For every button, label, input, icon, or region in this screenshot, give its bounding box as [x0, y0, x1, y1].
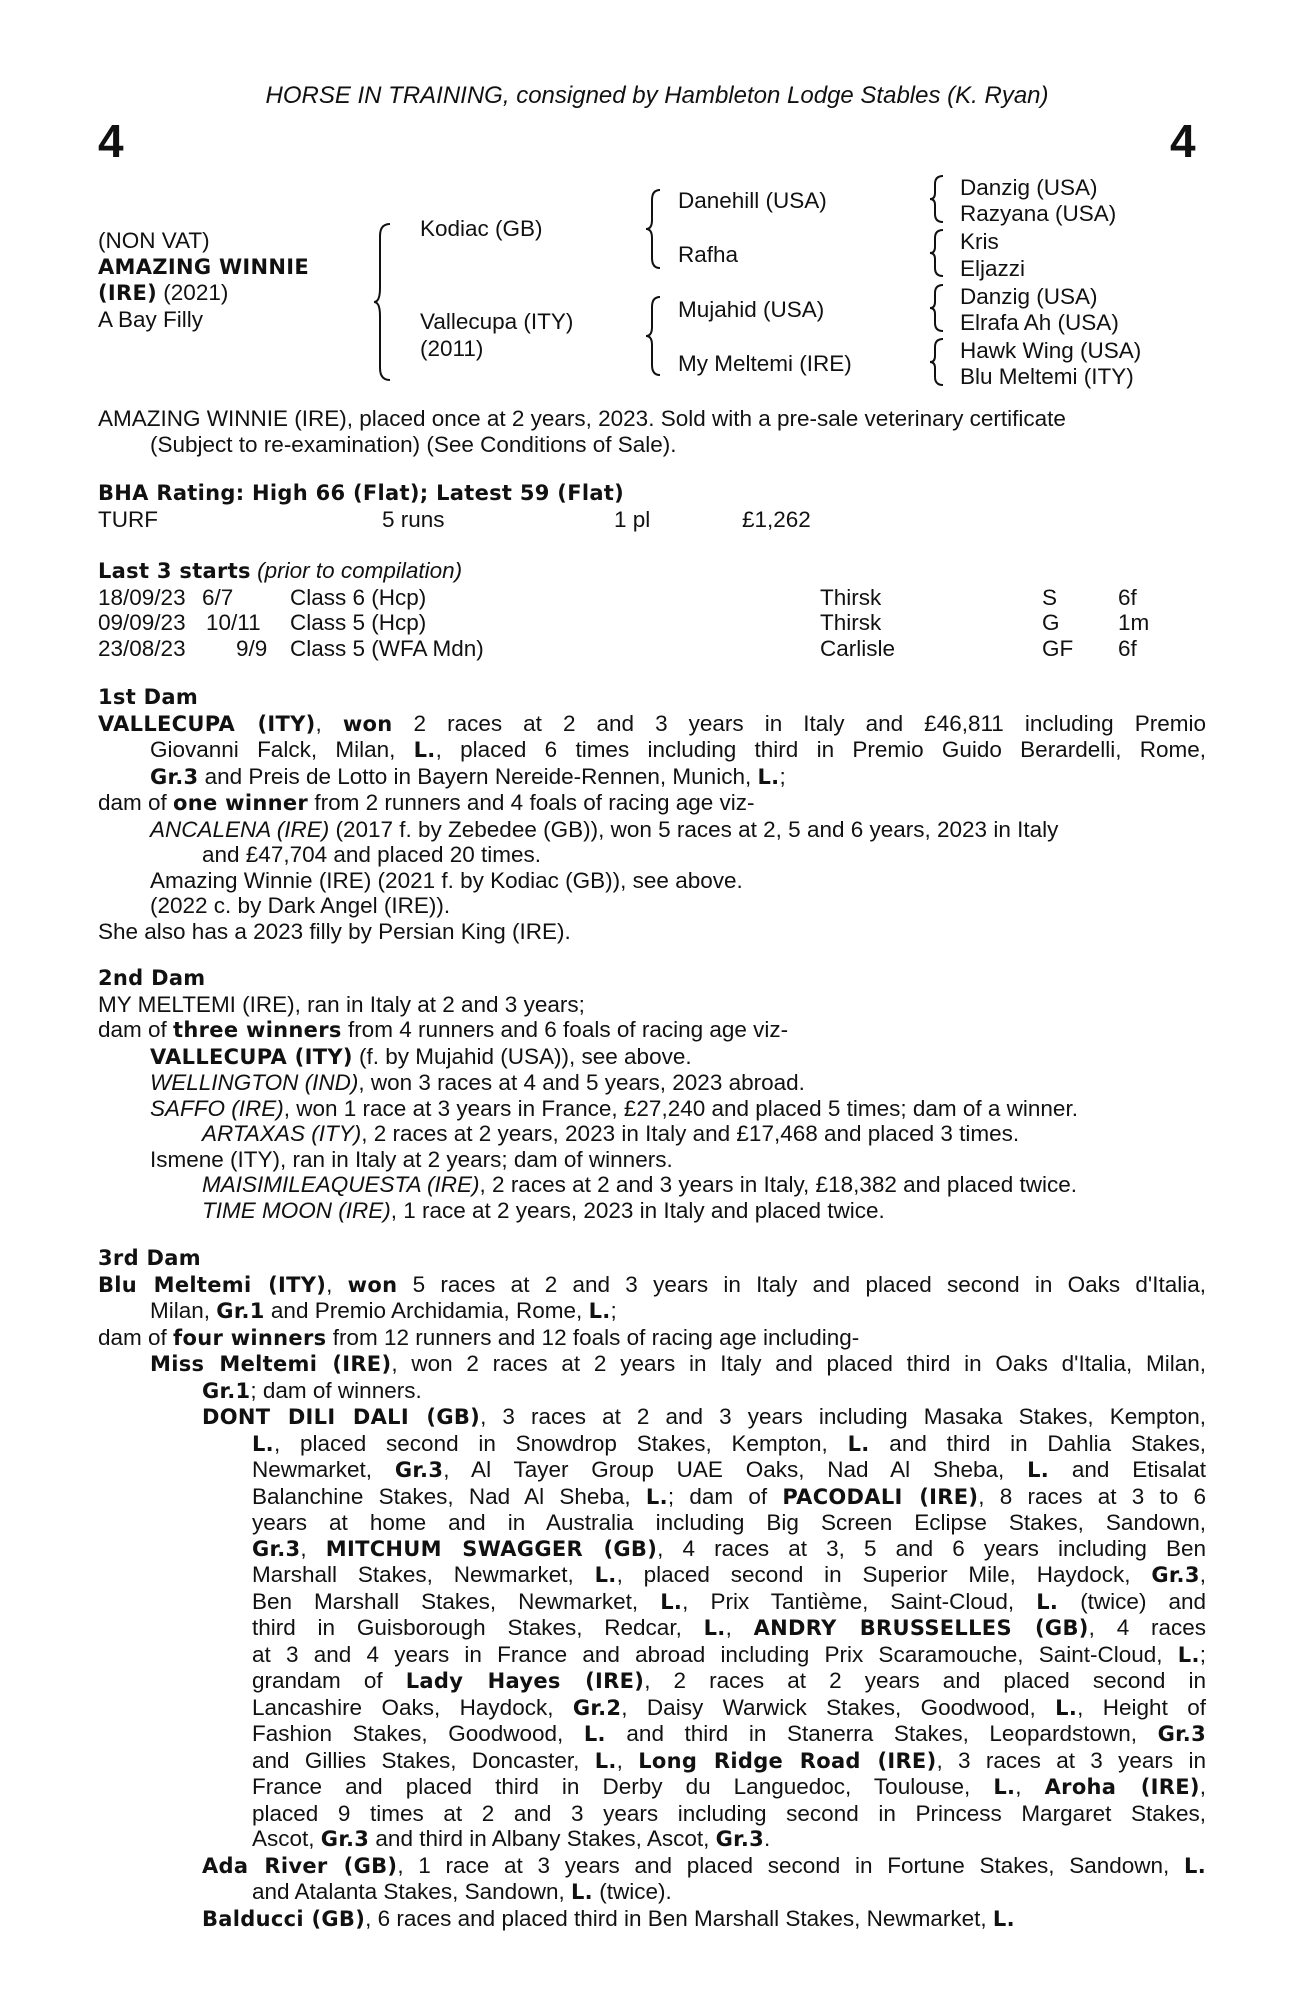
dam-line: third in Guisborough Stakes, Redcar, L., ANDRY BRUSSELLES (GB), 4 races [252, 1615, 1207, 1640]
dam-line: Gr.3, MITCHUM SWAGGER (GB), 4 races at 3, 5 and 6 years including Ben [252, 1535, 1206, 1561]
dam-line: Balanchine Stakes, Nad Al Sheba, L.; dam of PACODALI (IRE), 8 races at 3 to 6 [252, 1483, 1207, 1509]
pedigree-brace-sire [644, 188, 664, 270]
vat-status: (NON VAT) [98, 228, 210, 253]
horse-identity [98, 228, 309, 332]
dam-line: Marshall Stakes, Newmarket, L., placed second in Superior Mile, Haydock, Gr.3, [252, 1562, 1207, 1587]
dam-line: years at home and in Australia including Big Screen Eclipse Stakes, Sandown, [252, 1510, 1206, 1535]
start-date: 09/09/23 [98, 610, 186, 635]
start-going: GF [1042, 635, 1074, 661]
dam-line: SAFFO (IRE), won 1 race at 3 years in France, £27,240 and placed 5 times; dam of a winner. [150, 1095, 1078, 1121]
second-dam-section [98, 966, 1206, 1223]
dam-line: Gr.1; dam of winners. [202, 1377, 422, 1403]
start-course: Carlisle [820, 635, 896, 661]
pedigree-sire-sire: Danehill (USA) [678, 188, 827, 213]
dam-line: (2022 c. by Dark Angel (IRE)). [150, 893, 451, 918]
dam-line: Balducci (GB), 6 races and placed third in Ben Marshall Stakes, Newmarket, L. [202, 1905, 1015, 1931]
dam-line: WELLINGTON (IND), won 3 races at 4 and 5 years, 2023 abroad. [150, 1070, 805, 1095]
dam-line: Ada River (GB), 1 race at 3 years and placed second in Fortune Stakes, Sandown, L. [202, 1852, 1206, 1878]
summary-line: (Subject to re-examination) (See Conditions of Sale). [150, 431, 677, 457]
pedigree-gg7: Hawk Wing (USA) [960, 338, 1142, 363]
pedigree-gg2: Razyana (USA) [960, 201, 1117, 226]
start-row [98, 585, 1206, 611]
rating-section [98, 481, 1206, 532]
dam-line: Milan, Gr.1 and Premio Archidamia, Rome, L.; [150, 1298, 617, 1323]
dam-line: dam of four winners from 12 runners and 12 foals of racing age including- [98, 1324, 860, 1350]
start-class: Class 6 (Hcp) [290, 584, 427, 610]
start-course: Thirsk [820, 584, 882, 610]
rating-placed: 1 pl [614, 506, 651, 532]
pedigree-brace-g2 [928, 228, 946, 278]
dam-line: Giovanni Falck, Milan, L., placed 6 times including third in Premio Guido Berardelli, Rome, [150, 737, 1206, 762]
catalogue-header: HORSE IN TRAINING, consigned by Hambleton Lodge Stables (K. Ryan) [265, 82, 1049, 109]
rating-runs: 5 runs [382, 506, 445, 532]
start-row [98, 610, 1206, 636]
start-position: 10/11 [206, 610, 261, 635]
dam-line: at 3 and 4 years in France and abroad including Prix Scaramouche, Saint-Cloud, L.; [252, 1641, 1206, 1667]
pedigree-dam-dam: My Meltemi (IRE) [678, 351, 852, 376]
dam-line: VALLECUPA (ITY) (f. by Mujahid (USA)), see above. [150, 1043, 692, 1069]
lot-number-right: 4 [1170, 115, 1196, 167]
start-distance: 1m [1118, 610, 1150, 635]
pedigree-brace-g1 [928, 174, 946, 224]
rating-row [98, 507, 1206, 533]
lot-number-left: 4 [98, 115, 124, 167]
section-heading: 2nd Dam [98, 966, 206, 990]
dam-line: TIME MOON (IRE), 1 race at 2 years, 2023 in Italy and placed twice. [202, 1197, 885, 1223]
pedigree-gg3: Kris [960, 229, 999, 254]
dam-line: L., placed second in Snowdrop Stakes, Kempton, L. and third in Dahlia Stakes, [252, 1430, 1206, 1456]
dam-line: She also has a 2023 filly by Persian King (IRE). [98, 918, 571, 944]
dam-line: Fashion Stakes, Goodwood, L. and third in Stanerra Stakes, Leopardstown, Gr.3 [252, 1721, 1206, 1746]
start-going: S [1042, 584, 1058, 610]
rating-surface: TURF [98, 506, 158, 532]
summary-line: AMAZING WINNIE (IRE), placed once at 2 years, 2023. Sold with a pre-sale veterinary certificate [98, 406, 1066, 431]
dam-line: and £47,704 and placed 20 times. [202, 842, 542, 867]
horse-name: AMAZING WINNIE [98, 254, 310, 279]
dam-line: placed 9 times at 2 and 3 years including second in Princess Margaret Stakes, [252, 1800, 1206, 1826]
dam-line: DONT DILI DALI (GB), 3 races at 2 and 3 years including Masaka Stakes, Kempton, [202, 1404, 1206, 1429]
pedigree-gg8: Blu Meltemi (ITY) [960, 364, 1134, 389]
start-course: Thirsk [820, 610, 882, 635]
dam-line: Ismene (ITY), ran in Italy at 2 years; dam of winners. [150, 1146, 673, 1172]
dam-line: and Atalanta Stakes, Sandown, L. (twice). [252, 1879, 672, 1904]
start-position: 6/7 [202, 584, 234, 610]
dam-line: Ascot, Gr.3 and third in Albany Stakes, Ascot, Gr.3. [252, 1826, 771, 1851]
horse-description: A Bay Filly [98, 306, 204, 332]
pedigree-sire-dam: Rafha [678, 242, 739, 267]
rating-earnings: £1,262 [742, 506, 811, 532]
start-date: 18/09/23 [98, 584, 186, 610]
section-heading: 3rd Dam [98, 1246, 201, 1270]
start-going: G [1042, 610, 1060, 635]
dam-line: Amazing Winnie (IRE) (2021 f. by Kodiac (GB)), see above. [150, 867, 743, 893]
pedigree-brace-dam [644, 295, 664, 377]
start-class: Class 5 (Hcp) [290, 610, 427, 635]
dam-line: ARTAXAS (ITY), 2 races at 2 years, 2023 in Italy and £17,468 and placed 3 times. [202, 1121, 1020, 1146]
start-distance: 6f [1118, 584, 1137, 610]
pedigree-brace-g3 [928, 283, 946, 333]
dam-line: Miss Meltemi (IRE), won 2 races at 2 years in Italy and placed third in Oaks d'Italia, Milan, [150, 1351, 1206, 1376]
dam-line: Blu Meltemi (ITY), won 5 races at 2 and 3 years in Italy and placed second in Oaks d'Italia, [98, 1271, 1206, 1297]
first-dam-section [98, 685, 1206, 944]
dam-line: Ben Marshall Stakes, Newmarket, L., Prix Tantième, Saint-Cloud, L. (twice) and [252, 1588, 1206, 1614]
start-class: Class 5 (WFA Mdn) [290, 635, 484, 661]
dam-line: MY MELTEMI (IRE), ran in Italy at 2 and 3 years; [98, 991, 585, 1017]
rating-title: BHA Rating: High 66 (Flat); Latest 59 (Flat) [98, 481, 625, 505]
dam-line: ANCALENA (IRE) (2017 f. by Zebedee (GB)), won 5 races at 2, 5 and 6 years, 2023 in Italy [150, 816, 1059, 842]
start-distance: 6f [1118, 635, 1137, 661]
dam-line: dam of three winners from 4 runners and 6 foals of racing age viz- [98, 1017, 789, 1042]
start-row [98, 636, 1206, 662]
dam-line: VALLECUPA (ITY), won 2 races at 2 and 3 years in Italy and £46,811 including Premio [98, 710, 1206, 736]
horse-country: (IRE) [98, 281, 158, 305]
dam-line: France and placed third in Derby du Languedoc, Toulouse, L., Aroha (IRE), [252, 1774, 1206, 1799]
pedigree-gg5: Danzig (USA) [960, 284, 1098, 309]
start-position: 9/9 [236, 635, 268, 661]
third-dam-section [98, 1246, 1206, 1932]
last-starts-note: (prior to compilation) [257, 558, 463, 583]
dam-line: Gr.3 and Preis de Lotto in Bayern Nereide-Rennen, Munich, L.; [150, 763, 786, 789]
dam-line: grandam of Lady Hayes (IRE), 2 races at 2 years and placed second in [252, 1668, 1206, 1693]
pedigree-gg1: Danzig (USA) [960, 175, 1098, 200]
dam-line: MAISIMILEAQUESTA (IRE), 2 races at 2 and 3 years in Italy, £18,382 and placed twice. [202, 1172, 1077, 1197]
pedigree-brace-g4 [928, 337, 946, 387]
pedigree-gg4: Eljazzi [960, 256, 1026, 281]
dam-line: dam of one winner from 2 runners and 4 foals of racing age viz- [98, 790, 755, 815]
pedigree-gg6: Elrafa Ah (USA) [960, 310, 1119, 335]
pedigree-brace-main [372, 222, 394, 382]
pedigree-dam: Vallecupa (ITY) [420, 309, 574, 334]
dam-line: Lancashire Oaks, Haydock, Gr.2, Daisy Warwick Stakes, Goodwood, L., Height of [252, 1694, 1206, 1720]
start-date: 23/08/23 [98, 635, 186, 661]
pedigree-dam-year: (2011) [420, 336, 484, 361]
horse-year: (2021) [163, 280, 229, 305]
dam-line: Newmarket, Gr.3, Al Tayer Group UAE Oaks, Nad Al Sheba, L. and Etisalat [252, 1457, 1207, 1482]
last-starts-title: Last 3 starts [98, 559, 251, 583]
summary [98, 406, 1206, 457]
dam-line: and Gillies Stakes, Doncaster, L., Long Ridge Road (IRE), 3 races at 3 years in [252, 1747, 1206, 1773]
pedigree-dam-sire: Mujahid (USA) [678, 297, 825, 322]
last-starts [98, 558, 1206, 661]
section-heading: 1st Dam [98, 685, 199, 709]
pedigree-sire: Kodiac (GB) [420, 216, 543, 241]
